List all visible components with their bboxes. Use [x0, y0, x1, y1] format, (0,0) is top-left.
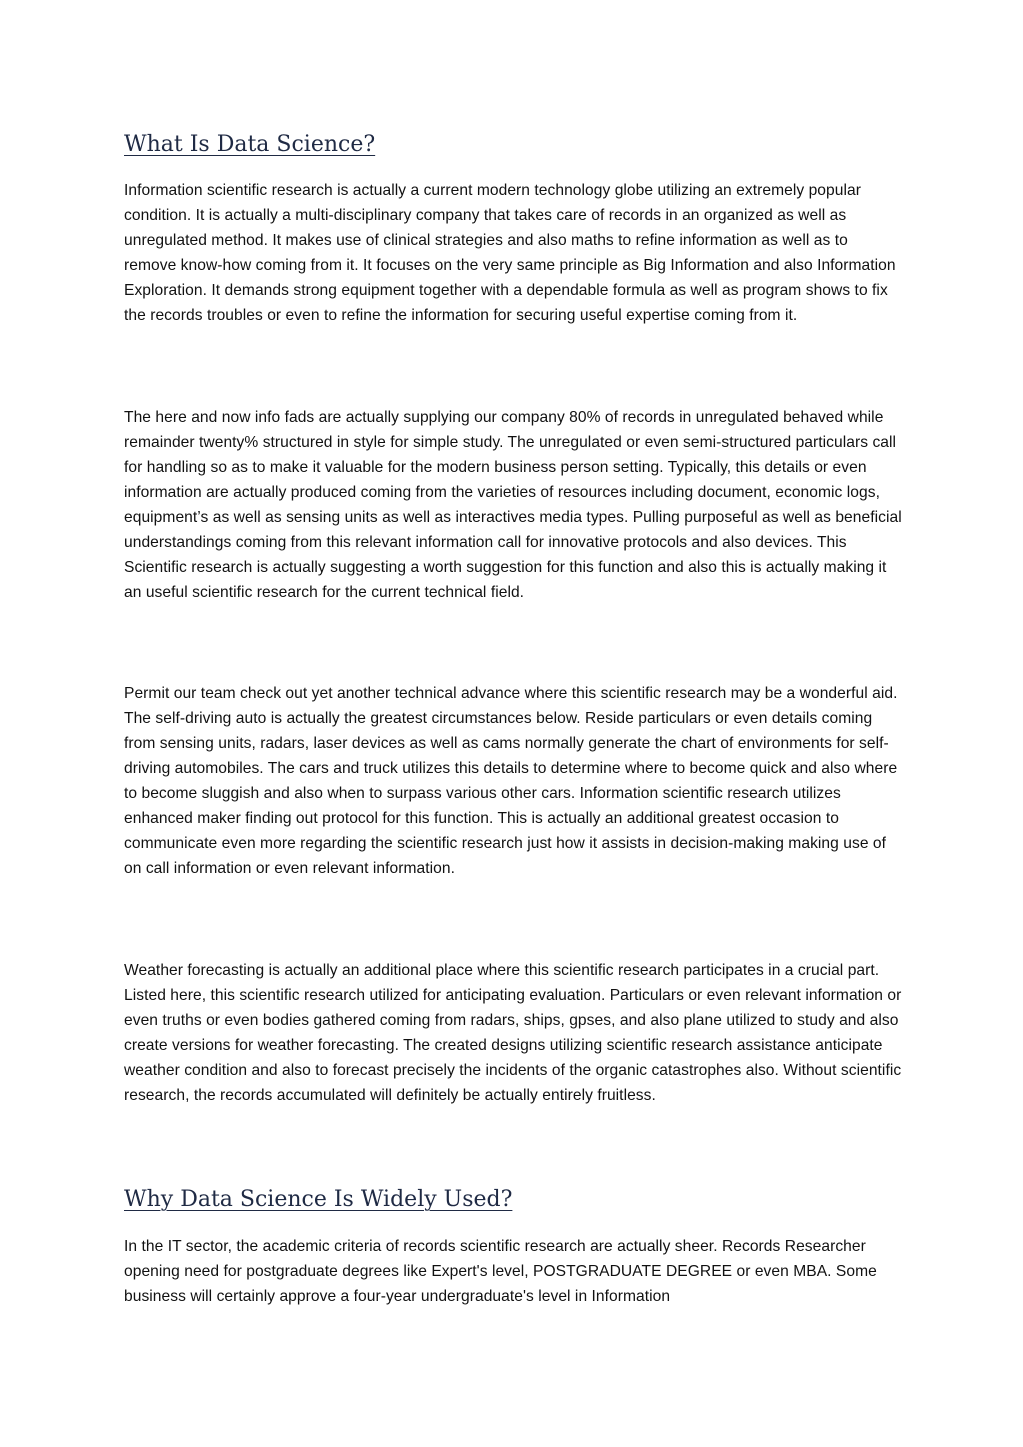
paragraph: Weather forecasting is actually an additional place where this scientific research participates in a crucial part. Listed here, this scientific research utilized for anticipating evaluation. Particulars or even relevant information or even truths or even bodies gathered coming from radars, ships, gpses, and also plane utilized to study and also create versions for weather forecasting. The created designs utilizing scientific research assistance anticipate weather condition and also to forecast precisely the incidents of the organic catastrophes also. Without scientific research, the records accumulated will definitely be actually entirely fruitless. — [124, 962, 902, 1104]
section-heading-what-is-data-science: What Is Data Science? — [124, 132, 376, 157]
paragraph: Information scientific research is actually a current modern technology globe utilizing an extremely popular condition. It is actually a multi-disciplinary company that takes care of records in an organized as well as unregulated method. It makes use of clinical strategies and also maths to refine information as well as to remove know-how coming from it. It focuses on the very same principle as Big Information and also Information Exploration. It demands strong equipment together with a dependable formula as well as program shows to fix the records troubles or even to refine the information for securing useful expertise coming from it. — [124, 182, 896, 324]
section-heading-why-data-science-is-widely-used: Why Data Science Is Widely Used? — [124, 1187, 513, 1212]
paragraph: Permit our team check out yet another technical advance where this scientific research may be a wonderful aid. The self-driving auto is actually the greatest circumstances below. Reside particulars or even details coming from sensing units, radars, laser devices as well as cams normally generate the chart of environments for self-driving automobiles. The cars and truck utilizes this details to determine where to become quick and also where to become sluggish and also when to surpass various other cars. Information scientific research utilizes enhanced maker finding out protocol for this function. This is actually an additional greatest occasion to communicate even more regarding the scientific research just how it assists in decision-making making use of on call information or even relevant information. — [124, 685, 898, 877]
paragraph: The here and now info fads are actually supplying our company 80% of records in unregulated behaved while remainder twenty% structured in style for simple study. The unregulated or even semi-structured particulars call for handling so as to make it valuable for the modern business person setting. Typically, this details or even information are actually produced coming from the varieties of resources including document, economic logs, equipment’s as well as sensing units as well as interactives media types. Pulling purposeful as well as beneficial understandings coming from this relevant information call for innovative protocols and also devices. This Scientific research is actually suggesting a worth suggestion for this function and also this is actually making it an useful scientific research for the current technical field. — [124, 409, 902, 601]
paragraph: In the IT sector, the academic criteria of records scientific research are actually sheer. Records Researcher opening need for postgraduate degrees like Expert's level, POSTGRADUATE DEGREE or even MBA. Some business will certainly approve a four-year undergraduate's level in Information — [124, 1238, 877, 1305]
